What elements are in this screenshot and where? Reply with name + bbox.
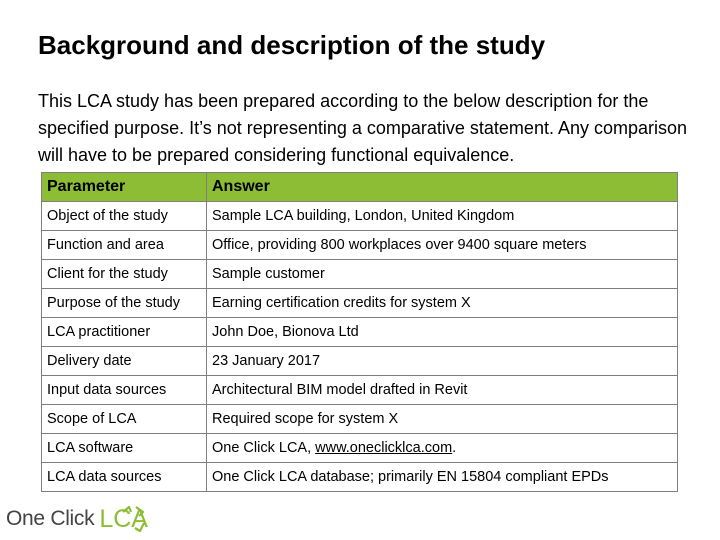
answer-cell: Sample customer — [207, 260, 678, 289]
table-row — [42, 231, 678, 260]
parameter-cell: Purpose of the study — [42, 289, 207, 318]
answer-cell: Architectural BIM model drafted in Revit — [207, 376, 678, 405]
software-website-link[interactable]: www.oneclicklca.com — [315, 440, 453, 456]
software-name: One Click LCA, — [212, 440, 316, 456]
parameter-cell: Scope of LCA — [42, 405, 207, 434]
parameter-cell: Input data sources — [42, 376, 207, 405]
answer-cell — [207, 434, 678, 463]
table-row — [42, 318, 678, 347]
intro-paragraph: This LCA study has been prepared according to the below description for the specified purpose. It’s not representing a comparative statement. Any comparison will have to be prepared considering functional equivalence. — [38, 91, 688, 165]
header-parameter: Parameter — [42, 173, 207, 202]
answer-cell: Office, providing 800 workplaces over 9400 square meters — [207, 231, 678, 260]
table-row — [42, 376, 678, 405]
logo-text: One Click — [6, 507, 95, 530]
software-link-suffix: . — [452, 440, 457, 456]
table-header-row — [42, 173, 678, 202]
answer-cell: Required scope for system X — [207, 405, 678, 434]
table-row — [42, 405, 678, 434]
recycle-arrows-icon — [118, 503, 148, 535]
study-description-table — [41, 172, 678, 492]
table-row — [42, 202, 678, 231]
answer-cell: John Doe, Bionova Ltd — [207, 318, 678, 347]
parameter-cell: Client for the study — [42, 260, 207, 289]
answer-cell: One Click LCA database; primarily EN 15804 compliant EPDs — [207, 463, 678, 492]
answer-cell: Sample LCA building, London, United Kingdom — [207, 202, 678, 231]
table-row — [42, 463, 678, 492]
slide-title: Background and description of the study — [38, 30, 546, 60]
answer-cell: 23 January 2017 — [207, 347, 678, 376]
parameter-cell: Delivery date — [42, 347, 207, 376]
one-click-lca-logo — [6, 499, 148, 539]
parameter-cell: LCA data sources — [42, 463, 207, 492]
header-answer: Answer — [207, 173, 678, 202]
parameter-cell: Function and area — [42, 231, 207, 260]
parameter-cell: Object of the study — [42, 202, 207, 231]
logo-accent-text: LCA — [99, 505, 148, 533]
parameter-cell: LCA practitioner — [42, 318, 207, 347]
table-row — [42, 434, 678, 463]
table-row — [42, 347, 678, 376]
parameter-cell: LCA software — [42, 434, 207, 463]
table-row — [42, 260, 678, 289]
answer-cell: Earning certification credits for system X — [207, 289, 678, 318]
table-row — [42, 289, 678, 318]
